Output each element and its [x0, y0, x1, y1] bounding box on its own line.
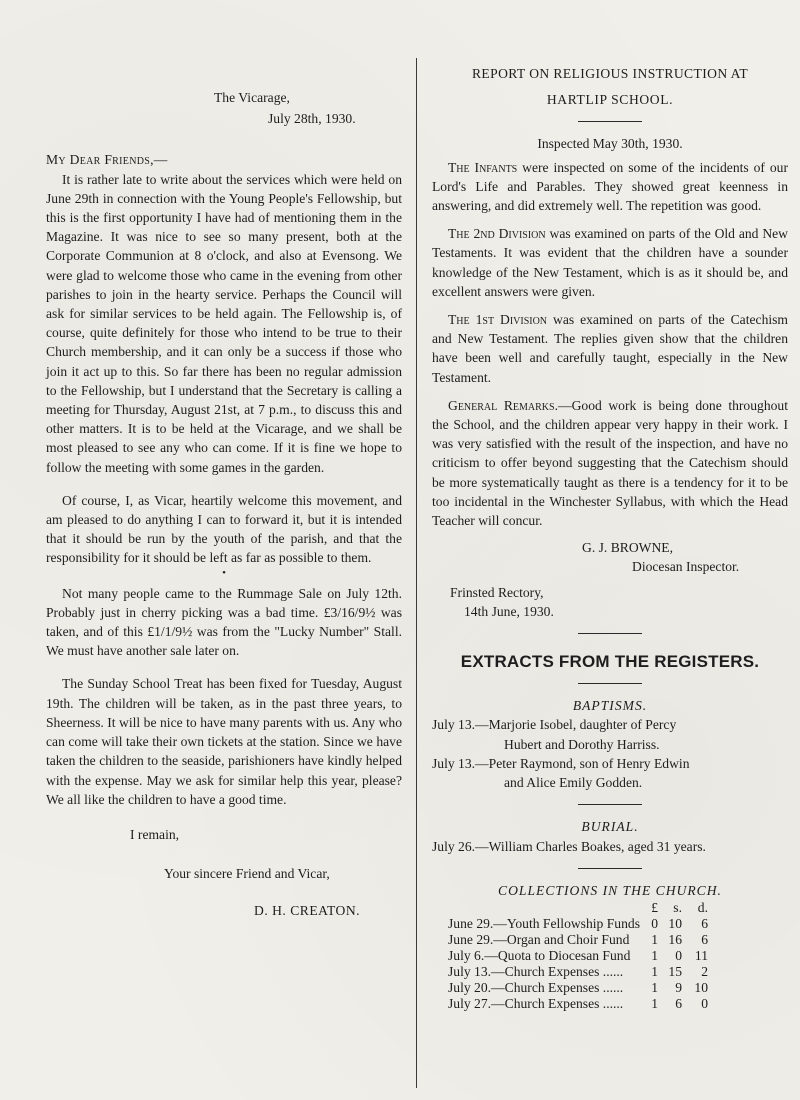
report-section — [432, 158, 788, 216]
report-section — [432, 396, 788, 530]
letter-paragraph: The Sunday School Treat has been fixed for Tuesday, August 19th. The children will be taken, as in the past three years, to Sheerness. It will be nice to have many parents with us. Any who can come will take their own tickets at the station. Since we have taken the children to the seaside, parishioners have kindly helped with the expense. May we ask for similar help this year, please? We all like the children to have a good time. — [46, 676, 402, 807]
report-section-text: was examined on parts of the Old and New Testaments. It was evident that the children have a sounder knowledge of the New Testament, which is as it should be, and excellent answers were given. — [432, 226, 788, 299]
report-section-text: —Good work is being done throughout the School, and the children appear very happy in their work. I was very satisfied with the result of the inspection, and have no criticism to offer beyond suggesting that the Catechism should be more systematically taught as there is a tendency for it to be too incidental in the Winchester Syllabus, with which the Head Teacher will concur. — [432, 397, 788, 529]
report-section-lead: General Remarks. — [448, 397, 558, 413]
collection-shillings: 9 — [675, 979, 682, 995]
collection-row — [446, 996, 710, 1012]
collection-pounds: 1 — [651, 947, 658, 963]
collection-label: July 13.—Church Expenses ...... — [448, 963, 624, 979]
report-section — [432, 310, 788, 387]
collections-heading: COLLECTIONS IN THE CHURCH. — [498, 882, 722, 898]
collection-row — [446, 932, 710, 948]
collection-pounds: 0 — [651, 915, 658, 931]
collection-pence: 2 — [701, 963, 708, 979]
letter-signature: D. H. CREATON. — [254, 903, 361, 919]
collection-pence: 10 — [694, 979, 708, 995]
collection-pounds: 1 — [651, 979, 658, 995]
vicar-letter — [46, 88, 402, 921]
collection-pence: 6 — [701, 931, 708, 947]
collection-label: July 20.—Church Expenses ...... — [448, 979, 624, 995]
inspector-title: Diocesan Inspector. — [632, 559, 740, 575]
collection-shillings: 0 — [675, 947, 682, 963]
collection-label: July 27.—Church Expenses ...... — [448, 995, 624, 1011]
collection-row — [446, 948, 710, 964]
report-inspected-date: Inspected May 30th, 1930. — [537, 136, 683, 152]
letter-signoff: Your sincere Friend and Vicar, — [164, 866, 330, 882]
baptism-line: Hubert and Dorothy Harriss. — [504, 736, 660, 752]
collection-row — [446, 916, 710, 932]
burial-entry: July 26.—William Charles Boakes, aged 31 years. — [432, 838, 706, 854]
report-section-text: was examined on parts of the Catechism and New Testament. The replies given show that the children have been well and carefully taught, especially in the New Testament. — [432, 312, 789, 385]
section-rule — [578, 804, 642, 805]
collection-shillings: 10 — [668, 915, 682, 931]
column-header: s. — [673, 899, 682, 915]
report-section-lead: The 1st Division — [448, 312, 548, 328]
collection-pence: 0 — [701, 995, 708, 1011]
ornament-dot: • — [222, 566, 226, 579]
letter-date: July 28th, 1930. — [268, 111, 356, 127]
report-section-lead: The Infants — [448, 159, 518, 175]
inspector-name: G. J. BROWNE, — [582, 540, 674, 556]
section-rule — [578, 868, 642, 869]
collection-pounds: 1 — [651, 995, 658, 1011]
collection-shillings: 16 — [668, 931, 682, 947]
column-divider — [416, 58, 417, 1088]
collection-pence: 11 — [694, 947, 708, 963]
collection-row — [446, 964, 710, 980]
rectory-date: 14th June, 1930. — [464, 603, 554, 619]
letter-address: The Vicarage, — [214, 90, 290, 105]
section-rule — [578, 121, 642, 122]
collection-row — [446, 980, 710, 996]
collection-pounds: 1 — [651, 931, 658, 947]
section-rule — [578, 633, 642, 634]
baptism-line: and Alice Emily Godden. — [504, 775, 643, 791]
burial-heading: BURIAL. — [581, 819, 639, 835]
baptism-line: July 13.—Marjorie Isobel, daughter of Percy — [432, 717, 677, 733]
collection-shillings: 15 — [668, 963, 682, 979]
collection-label: June 29.—Youth Fellowship Funds — [448, 915, 640, 931]
report-section-text: were inspected on some of the incidents of our Lord's Life and Parables. They showed great keenness in answering, and did extremely well. The repetition was good. — [432, 159, 788, 214]
column-header: d. — [697, 899, 708, 915]
collection-label: June 29.—Organ and Choir Fund — [448, 931, 630, 947]
baptism-line: July 13.—Peter Raymond, son of Henry Edwin — [432, 755, 690, 771]
baptism-entry — [432, 715, 788, 753]
report-title: REPORT ON RELIGIOUS INSTRUCTION AT — [471, 66, 749, 81]
letter-closing: I remain, — [130, 826, 180, 842]
report-subtitle: HARTLIP SCHOOL. — [546, 92, 674, 108]
rectory-address: Frinsted Rectory, — [450, 584, 544, 600]
baptism-entry — [432, 754, 788, 792]
section-rule — [578, 683, 642, 684]
collection-pounds: 1 — [651, 963, 658, 979]
letter-paragraph: It is rather late to write about the services which were held on June 29th in connection with the Young People's Fellowship, but this is the first opportunity I have had of mentioning them in the Magazine. It was nice to see so many present, both at the Corporate Communion at 8 o'clock, and also at Evensong. We were glad to welcome those who came in the evening from other parishes to join in the hearty service. Perhaps the Council will ask for similar services to be held again. The Fellowship is, of course, quite definitely for those who intend to be true to their Church membership, and it can only be a success if those who join it act up to this. So far there has been no regular admission to the Fellowship, but I understand that the Secretary is calling a meeting for Thursday, August 21st, at 7 p.m., to discuss this and other matters. It is to be held at the Vicarage, and we shall be most pleased to see any who can come. If it is fine we hope to follow the meeting with some games in the garden. — [46, 171, 402, 475]
registers-title: EXTRACTS FROM THE REGISTERS. — [460, 652, 760, 672]
collection-shillings: 6 — [675, 995, 682, 1011]
collection-label: July 6.—Quota to Diocesan Fund — [448, 947, 631, 963]
letter-paragraph: Of course, I, as Vicar, heartily welcome this movement, and am pleased to do anything I can to forward it, but it is intended that it should be run by the youth of the parish, and that the responsibility for it should be left as far as possible to them. — [46, 492, 402, 566]
letter-salutation: My Dear Friends,— — [46, 152, 168, 168]
report-column — [432, 64, 788, 1012]
collections-header-row — [446, 900, 710, 916]
letter-paragraph: Not many people came to the Rummage Sale on July 12th. Probably just in cherry picking was a bad time. £3/16/9½ was taken, and of this £1/1/9½ was from the "Lucky Number" Stall. We must have another sale later on. — [46, 585, 402, 659]
report-section-lead: The 2nd Division — [448, 226, 546, 242]
collection-pence: 6 — [701, 915, 708, 931]
column-header: £ — [651, 899, 658, 915]
collections-table — [446, 900, 710, 1012]
report-section — [432, 224, 788, 301]
baptisms-heading: BAPTISMS. — [572, 698, 648, 714]
